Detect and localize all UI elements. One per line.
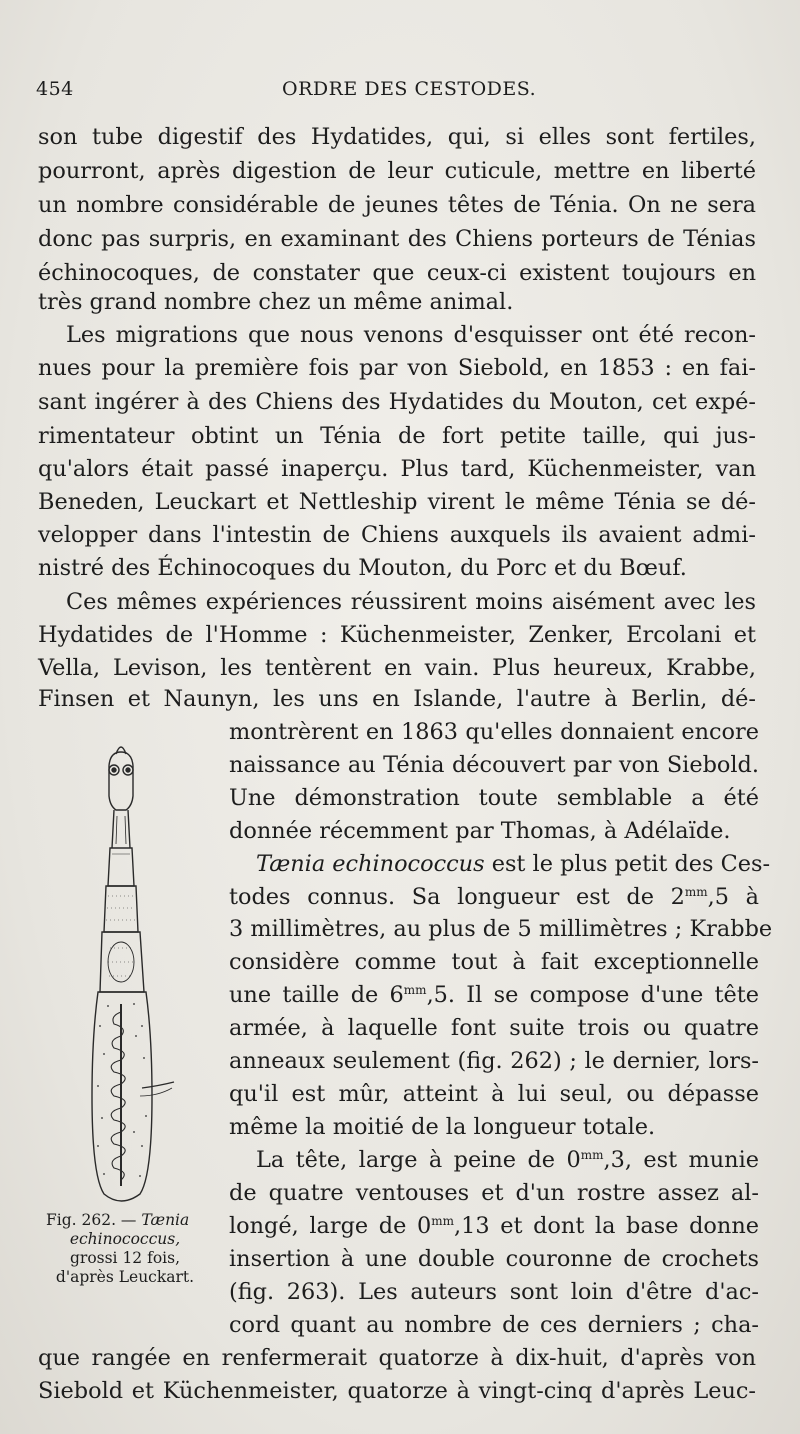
page-number: 454 — [36, 78, 74, 100]
text-line: cord quant au nombre de ces derniers ; cha- — [229, 1312, 759, 1338]
text-line: 3 millimètres, au plus de 5 millimètres ; Krabbe — [229, 916, 773, 942]
text-line: qu'alors était passé inaperçu. Plus tard, Küchenmeister, van — [38, 456, 756, 482]
text-line: pourront, après digestion de leur cuticule, mettre en liberté — [38, 158, 756, 184]
text-line: nues pour la première fois par von Siebold, en 1853 : en fai- — [38, 355, 756, 381]
text-line: Ces mêmes expériences réussirent moins aisément avec les — [66, 589, 756, 615]
text-line: que rangée en renfermerait quatorze à dix-huit, d'après von — [38, 1345, 756, 1371]
text-line: donnée récemment par Thomas, à Adélaïde. — [229, 818, 731, 844]
text-line: velopper dans l'intestin de Chiens auxquels ils avaient admi- — [38, 522, 756, 548]
text-line: Beneden, Leuckart et Nettleship virent le même Ténia se dé- — [38, 489, 756, 515]
text-line: sant ingérer à des Chiens des Hydatides du Mouton, cet expé- — [38, 389, 756, 415]
text-line: un nombre considérable de jeunes têtes de Ténia. On ne sera — [38, 192, 756, 218]
caption-label: Fig. 262. — — [46, 1211, 137, 1229]
caption-taxon: Tænia — [141, 1211, 190, 1229]
text-line: anneaux seulement (fig. 262) ; le dernier, lors- — [229, 1048, 759, 1074]
text-line: donc pas surpris, en examinant des Chiens porteurs de Ténias — [38, 226, 756, 252]
text-line: son tube digestif des Hydatides, qui, si elles sont fertiles, — [38, 124, 756, 150]
tapeworm-illustration — [76, 736, 188, 1212]
text-line: échinocoques, de constater que ceux-ci existent toujours en — [38, 260, 756, 286]
running-title: ORDRE DES CESTODES. — [282, 78, 537, 100]
text-line: Les migrations que nous venons d'esquisser ont été recon- — [66, 322, 756, 348]
text-line: (fig. 263). Les auteurs sont loin d'être d'ac- — [229, 1279, 759, 1305]
text-line: très grand nombre chez un même animal. — [38, 289, 514, 315]
text-line: rimentateur obtint un Ténia de fort petite taille, qui jus- — [38, 423, 756, 449]
text-line: montrèrent en 1863 qu'elles donnaient encore — [229, 719, 759, 745]
text-line: Hydatides de l'Homme : Küchenmeister, Zenker, Ercolani et — [38, 622, 756, 648]
text-line: Siebold et Küchenmeister, quatorze à vingt-cinq d'après Leuc- — [38, 1378, 756, 1404]
taxon-name: Tænia echinococcus — [256, 851, 485, 877]
caption-taxon: echinococcus, — [69, 1230, 181, 1248]
caption-text: d'après Leuckart. — [55, 1268, 195, 1286]
page-header — [36, 78, 776, 108]
text-line: longé, large de $0^{mm},13$ et dont la base donne — [229, 1213, 759, 1239]
text-line: qu'il est mûr, atteint à lui seul, ou dépasse — [229, 1081, 759, 1107]
text-line: insertion à une double couronne de crochets — [229, 1246, 759, 1272]
text-line: nistré des Échinocoques du Mouton, du Porc et du Bœuf. — [38, 555, 687, 581]
text-line: La tête, large à peine de $0^{mm},3$, est munie — [256, 1147, 759, 1173]
text-line: Une démonstration toute semblable a été — [229, 785, 759, 811]
text-line: une taille de $6^{mm},5$. Il se compose d'une tête — [229, 982, 759, 1008]
text-line: todes connus. Sa longueur est de $2^{mm},5$ à — [229, 884, 759, 910]
figure-caption — [30, 1211, 220, 1287]
text-line: Finsen et Naunyn, les uns en Islande, l'autre à Berlin, dé- — [38, 686, 756, 712]
text-line: armée, à laquelle font suite trois ou quatre — [229, 1015, 759, 1041]
text-line: de quatre ventouses et d'un rostre assez al- — [229, 1180, 759, 1206]
caption-text: grossi 12 fois, — [69, 1249, 180, 1267]
text-line: considère comme tout à fait exceptionnelle — [229, 949, 759, 975]
text-line: même la moitié de la longueur totale. — [229, 1114, 656, 1140]
text-line: Vella, Levison, les tentèrent en vain. Plus heureux, Krabbe, — [38, 655, 756, 681]
text-line: Tænia echinococcus est le plus petit des Ces- — [256, 851, 771, 877]
text-line: naissance au Ténia découvert par von Siebold. — [229, 752, 759, 778]
